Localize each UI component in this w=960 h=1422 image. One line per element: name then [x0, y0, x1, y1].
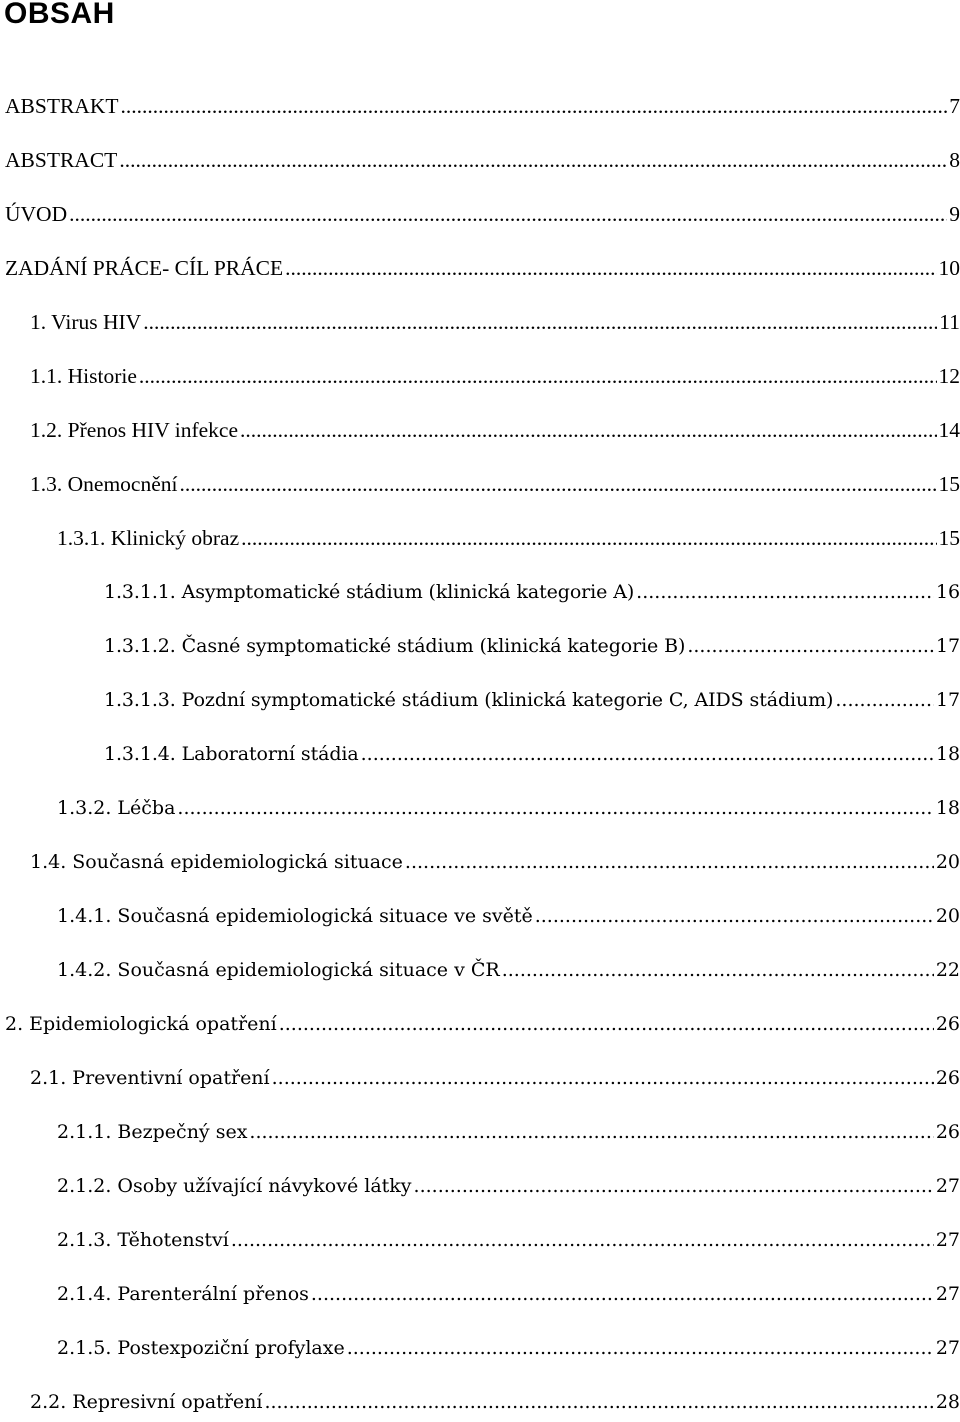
- toc-entry-2-1-5[interactable]: [57, 1332, 960, 1364]
- toc-page-number: 20: [935, 851, 960, 873]
- toc-page-number: 26: [935, 1013, 960, 1035]
- toc-entry-2-1-1[interactable]: [57, 1116, 960, 1148]
- dot-leader: [120, 90, 947, 122]
- toc-entry-1-3[interactable]: [30, 468, 960, 500]
- toc-page-number: 20: [935, 905, 960, 927]
- toc-page-number: 16: [936, 581, 960, 603]
- toc-page-number: 17: [936, 689, 960, 711]
- toc-page-number: 11: [939, 310, 960, 334]
- dot-leader: [143, 306, 937, 338]
- toc-page-number: 18: [935, 797, 960, 819]
- toc-entry-1-3-2[interactable]: [57, 792, 960, 824]
- toc-entry-2[interactable]: [5, 1008, 960, 1040]
- dot-leader: [240, 414, 937, 446]
- toc-entry-label: 1.3. Onemocnění: [30, 472, 178, 496]
- toc-entry-1-3-1-1[interactable]: [104, 576, 960, 608]
- toc-entry-label: 1.3.1.1. Asymptomatické stádium (klinická kategorie A): [104, 581, 635, 603]
- toc-entry-label: 2.1. Preventivní opatření: [30, 1067, 270, 1089]
- dot-leader: [69, 198, 947, 230]
- toc-entry-1-3-1-4[interactable]: [104, 738, 960, 770]
- toc-entry-label: 1.3.2. Léčba: [57, 797, 176, 819]
- toc-page-number: 17: [936, 635, 960, 657]
- toc-page-number: 15: [938, 472, 960, 496]
- toc-entry-abstrakt[interactable]: [5, 90, 960, 122]
- toc-entry-1[interactable]: [30, 306, 960, 338]
- toc-entry-1-1[interactable]: [30, 360, 960, 392]
- toc-entry-label: 1.3.1.4. Laboratorní stádia: [104, 743, 359, 765]
- toc-entry-2-1-3[interactable]: [57, 1224, 960, 1256]
- toc-entry-label: 2.1.5. Postexpoziční profylaxe: [57, 1337, 345, 1359]
- toc-entry-1-3-1-2[interactable]: [104, 630, 960, 662]
- dot-leader: [264, 1386, 933, 1418]
- toc-entry-label: 2.1.1. Bezpečný sex: [57, 1121, 248, 1143]
- toc-entry-label: 1.4.2. Současná epidemiologická situace v ČR: [57, 959, 500, 981]
- dot-leader: [179, 468, 936, 500]
- dot-leader: [535, 900, 934, 932]
- dot-leader: [139, 360, 937, 392]
- toc-entry-label: ABSTRAKT: [5, 94, 119, 118]
- dot-leader: [241, 522, 936, 554]
- dot-leader: [414, 1170, 934, 1202]
- toc-entry-label: 1.4.1. Současná epidemiologická situace ve světě: [57, 905, 533, 927]
- dot-leader: [177, 792, 933, 824]
- toc-page-number: 27: [935, 1229, 960, 1251]
- toc-entry-label: 1.1. Historie: [30, 364, 137, 388]
- toc-page-number: 27: [935, 1337, 960, 1359]
- toc-page-number: 26: [935, 1121, 960, 1143]
- toc-entry-1-2[interactable]: [30, 414, 960, 446]
- toc-entry-label: ZADÁNÍ PRÁCE- CÍL PRÁCE: [5, 256, 284, 280]
- toc-entry-1-4-2[interactable]: [57, 954, 960, 986]
- dot-leader: [687, 630, 934, 662]
- toc-entry-1-3-1-3[interactable]: [104, 684, 960, 716]
- dot-leader: [347, 1332, 934, 1364]
- toc-entry-label: 1.3.1.3. Pozdní symptomatické stádium (klinická kategorie C, AIDS stádium): [104, 689, 834, 711]
- toc-entry-2-1-4[interactable]: [57, 1278, 960, 1310]
- toc-entry-label: 1.2. Přenos HIV infekce: [30, 418, 238, 442]
- toc-entry-label: 1.3.1. Klinický obraz: [57, 526, 240, 550]
- toc-entry-1-4-1[interactable]: [57, 900, 960, 932]
- toc-page-number: 26: [935, 1067, 960, 1089]
- toc-page-number: 27: [935, 1283, 960, 1305]
- dot-leader: [249, 1116, 933, 1148]
- toc-entry-label: 1.3.1.2. Časné symptomatické stádium (klinická kategorie B): [104, 635, 686, 657]
- toc-entry-1-3-1[interactable]: [57, 522, 960, 554]
- toc-page-number: 14: [938, 418, 960, 442]
- toc-entry-2-1-2[interactable]: [57, 1170, 960, 1202]
- toc-entry-label: 2.1.2. Osoby užívající návykové látky: [57, 1175, 412, 1197]
- toc-page-number: 28: [935, 1391, 960, 1413]
- dot-leader: [231, 1224, 934, 1256]
- toc-entry-label: 1. Virus HIV: [30, 310, 142, 334]
- toc-entry-zadani[interactable]: [5, 252, 960, 284]
- toc-entry-label: ÚVOD: [5, 202, 68, 226]
- dot-leader: [285, 252, 936, 284]
- toc-page-number: 12: [938, 364, 960, 388]
- toc-page-number: 22: [935, 959, 960, 981]
- toc-entry-uvod[interactable]: [5, 198, 960, 230]
- toc-entry-label: 2.1.3. Těhotenství: [57, 1229, 229, 1251]
- dot-leader: [361, 738, 934, 770]
- dot-leader: [311, 1278, 934, 1310]
- toc-page-number: 10: [938, 256, 960, 280]
- toc-page-number: 15: [938, 526, 960, 550]
- toc-entry-2-2[interactable]: [30, 1386, 960, 1418]
- toc-entry-1-4[interactable]: [30, 846, 960, 878]
- dot-leader: [502, 954, 934, 986]
- dot-leader: [835, 684, 934, 716]
- toc-page-number: 18: [936, 743, 960, 765]
- toc-entry-label: 2.2. Represivní opatření: [30, 1391, 263, 1413]
- dot-leader: [272, 1062, 934, 1094]
- toc-entry-label: ABSTRACT: [5, 148, 118, 172]
- dot-leader: [636, 576, 934, 608]
- toc-page-number: 9: [949, 202, 960, 226]
- dot-leader: [405, 846, 934, 878]
- dot-leader: [119, 144, 947, 176]
- toc-entry-2-1[interactable]: [30, 1062, 960, 1094]
- toc-entry-label: 1.4. Současná epidemiologická situace: [30, 851, 403, 873]
- dot-leader: [279, 1008, 934, 1040]
- toc-entry-label: 2.1.4. Parenterální přenos: [57, 1283, 309, 1305]
- toc-page-number: 8: [949, 148, 960, 172]
- toc-entry-abstract[interactable]: [5, 144, 960, 176]
- page-title: OBSAH: [4, 0, 115, 30]
- toc-entry-label: 2. Epidemiologická opatření: [5, 1013, 277, 1035]
- toc-page-number: 27: [935, 1175, 960, 1197]
- toc-page-number: 7: [949, 94, 960, 118]
